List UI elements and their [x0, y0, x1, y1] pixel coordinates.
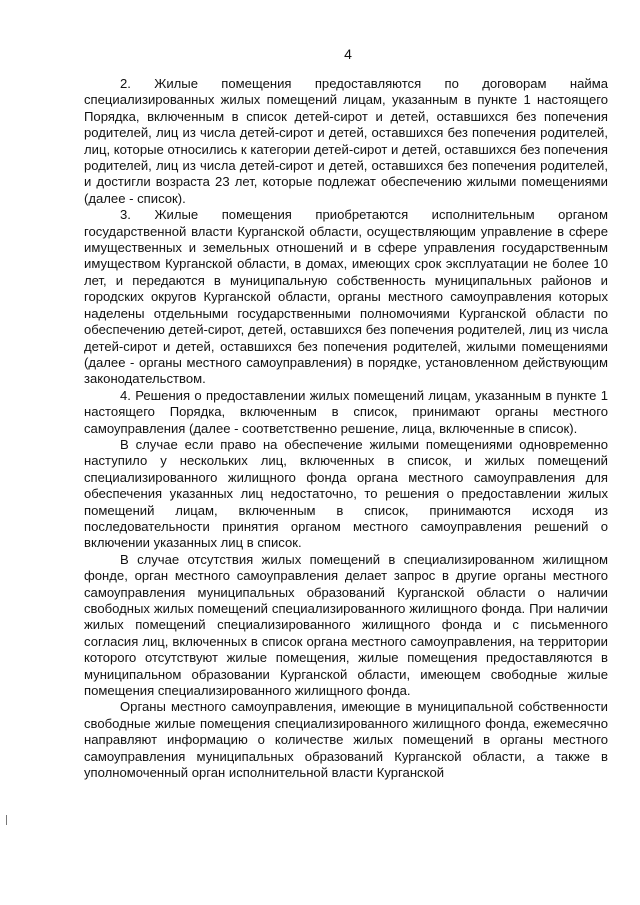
paragraph-item-4: 4. Решения о предоставлении жилых помещений лицам, указанным в пункте 1 настоящего Порядка, включенным в список, принимают органы местного самоуправления (далее - соответственно решение, лица, включенные в список). — [84, 387, 608, 436]
paragraph-monthly-information: Органы местного самоуправления, имеющие в муниципальной собственности свободные жилые помещения специализированного жилищного фонда, ежемесячно направляют информацию о количестве жилых помещений в органы местного самоуправления муниципальных образований Курганской области, а также в уполномоченный орган исполнительной власти Курганской — [84, 699, 608, 781]
paragraph-item-2: 2. Жилые помещения предоставляются по договорам найма специализированных жилых помещений лицам, указанным в пункте 1 настоящего Порядка, включенным в список детей-сирот и детей, оставшихся без попечения родителей, лиц из числа детей-сирот и детей, оставшихся без попечения родителей, лиц, которые относились к категории детей-сирот и детей, оставшихся без попечения родителей, лиц из числа детей-сирот и детей, оставшихся без попечения родителей, и достигли возраста 23 лет, которые подлежат обеспечению жилыми помещениями (далее - список). — [84, 76, 608, 206]
paragraph-item-3: 3. Жилые помещения приобретаются исполнительным органом государственной власти Курганской области, осуществляющим управление в сфере имущественных и земельных отношений и в сфере управления государственным имуществом Курганской области, в домах, имеющих срок эксплуатации не более 10 лет, и передаются в муниципальную собственность муниципальных районов и городских округов Курганской области, органы местного самоуправления которых наделены отдельными государственными полномочиями Курганской области по обеспечению детей-сирот, детей, оставшихся без попечения родителей, лиц из числа детей-сирот и детей, оставшихся без попечения родителей, жилыми помещениями (далее - органы местного самоуправления) в порядке, установленном действующим законодательством. — [84, 207, 608, 387]
page-number: 4 — [344, 46, 352, 62]
document-body — [84, 76, 608, 781]
paragraph-simultaneous-right: В случае если право на обеспечение жилыми помещениями одновременно наступило у нескольких лиц, включенных в список, и жилых помещений специализированного жилищного фонда органа местного самоуправления для обеспечения указанных лиц недостаточно, то решения о предоставлении жилых помещений лицам, включенным в список, принимаются исходя из последовательности принятия органом местного самоуправления решений о включении указанных лиц в список. — [84, 436, 608, 551]
paragraph-absence-of-housing: В случае отсутствия жилых помещений в специализированном жилищном фонде, орган местного самоуправления делает запрос в другие органы местного самоуправления муниципальных образований Курганской области о наличии свободных жилых помещений специализированного жилищного фонда. При наличии жилых помещений специализированного жилищного фонда и с письменного согласия лиц, включенных в список органа местного самоуправления, на территории которого отсутствуют жилые помещения, жилые помещения предоставляются в муниципальном образовании Курганской области, имеющем свободные жилые помещения специализированного жилищного фонда. — [84, 551, 608, 699]
scan-margin-mark — [6, 815, 7, 825]
